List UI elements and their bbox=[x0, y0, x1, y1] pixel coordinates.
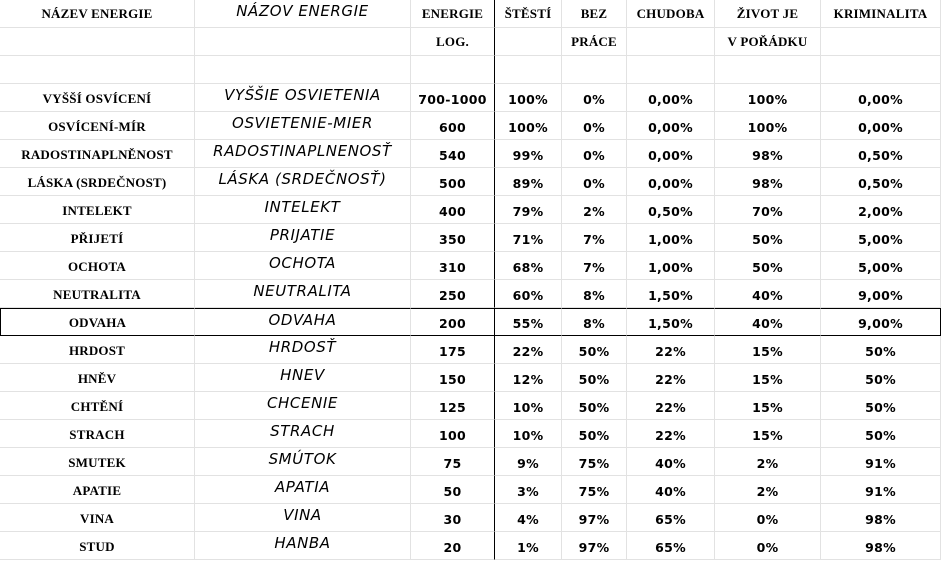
cell-name-sk[interactable]: LÁSKA (SRDEČNOSŤ) bbox=[195, 168, 411, 196]
cell-life-ok[interactable]: 100% bbox=[715, 84, 821, 112]
cell-name-sk[interactable]: PRIJATIE bbox=[195, 224, 411, 252]
header-name-cz[interactable]: NÁZEV ENERGIE bbox=[0, 0, 195, 28]
cell-criminality[interactable]: 91% bbox=[821, 476, 941, 504]
subheader-energy-log[interactable]: LOG. bbox=[411, 28, 495, 56]
cell-poverty[interactable]: 1,00% bbox=[627, 224, 715, 252]
cell-unemployment[interactable]: 50% bbox=[562, 364, 627, 392]
cell-unemployment[interactable]: 75% bbox=[562, 476, 627, 504]
cell-energy-log[interactable]: 20 bbox=[411, 532, 495, 560]
cell-happiness[interactable]: 89% bbox=[495, 168, 562, 196]
cell-criminality[interactable]: 50% bbox=[821, 392, 941, 420]
blank-cell[interactable] bbox=[627, 56, 715, 84]
cell-name-sk[interactable]: HNEV bbox=[195, 364, 411, 392]
cell-poverty[interactable]: 22% bbox=[627, 364, 715, 392]
cell-life-ok[interactable]: 0% bbox=[715, 504, 821, 532]
cell-criminality[interactable]: 98% bbox=[821, 504, 941, 532]
cell-name-cz[interactable]: CHTĚNÍ bbox=[0, 392, 195, 420]
cell-poverty[interactable]: 40% bbox=[627, 448, 715, 476]
cell-energy-log[interactable]: 500 bbox=[411, 168, 495, 196]
cell-criminality[interactable]: 5,00% bbox=[821, 252, 941, 280]
cell-life-ok[interactable]: 70% bbox=[715, 196, 821, 224]
cell-criminality[interactable]: 50% bbox=[821, 364, 941, 392]
cell-energy-log[interactable]: 700-1000 bbox=[411, 84, 495, 112]
cell-life-ok[interactable]: 2% bbox=[715, 476, 821, 504]
header-poverty[interactable]: CHUDOBA bbox=[627, 0, 715, 28]
cell-life-ok[interactable]: 0% bbox=[715, 532, 821, 560]
cell-name-sk[interactable]: RADOSTINAPLNENOSŤ bbox=[195, 140, 411, 168]
cell-life-ok[interactable]: 40% bbox=[715, 280, 821, 308]
cell-name-sk[interactable]: ODVAHA bbox=[195, 308, 411, 336]
cell-unemployment[interactable]: 8% bbox=[562, 308, 627, 336]
subheader-criminality[interactable] bbox=[821, 28, 941, 56]
cell-name-cz[interactable]: APATIE bbox=[0, 476, 195, 504]
cell-criminality[interactable]: 0,00% bbox=[821, 112, 941, 140]
cell-criminality[interactable]: 9,00% bbox=[821, 280, 941, 308]
blank-cell[interactable] bbox=[821, 56, 941, 84]
cell-life-ok[interactable]: 40% bbox=[715, 308, 821, 336]
cell-poverty[interactable]: 22% bbox=[627, 392, 715, 420]
cell-unemployment[interactable]: 0% bbox=[562, 84, 627, 112]
cell-name-sk[interactable]: INTELEKT bbox=[195, 196, 411, 224]
subheader-unemployment[interactable]: PRÁCE bbox=[562, 28, 627, 56]
cell-poverty[interactable]: 1,00% bbox=[627, 252, 715, 280]
cell-unemployment[interactable]: 8% bbox=[562, 280, 627, 308]
header-criminality[interactable]: KRIMINALITA bbox=[821, 0, 941, 28]
cell-happiness[interactable]: 4% bbox=[495, 504, 562, 532]
cell-name-cz[interactable]: VINA bbox=[0, 504, 195, 532]
cell-life-ok[interactable]: 15% bbox=[715, 336, 821, 364]
header-life-ok[interactable]: ŽIVOT JE bbox=[715, 0, 821, 28]
cell-name-cz[interactable]: SMUTEK bbox=[0, 448, 195, 476]
cell-energy-log[interactable]: 600 bbox=[411, 112, 495, 140]
cell-name-cz[interactable]: OSVÍCENÍ-MÍR bbox=[0, 112, 195, 140]
subheader-life-ok[interactable]: V POŘÁDKU bbox=[715, 28, 821, 56]
cell-poverty[interactable]: 22% bbox=[627, 336, 715, 364]
cell-name-sk[interactable]: SMÚTOK bbox=[195, 448, 411, 476]
cell-poverty[interactable]: 0,00% bbox=[627, 168, 715, 196]
cell-name-cz[interactable]: OCHOTA bbox=[0, 252, 195, 280]
header-unemployment[interactable]: BEZ bbox=[562, 0, 627, 28]
cell-name-cz[interactable]: NEUTRALITA bbox=[0, 280, 195, 308]
cell-name-cz[interactable]: STUD bbox=[0, 532, 195, 560]
cell-name-sk[interactable]: CHCENIE bbox=[195, 392, 411, 420]
cell-name-cz[interactable]: HRDOST bbox=[0, 336, 195, 364]
cell-energy-log[interactable]: 400 bbox=[411, 196, 495, 224]
cell-energy-log[interactable]: 175 bbox=[411, 336, 495, 364]
blank-cell[interactable] bbox=[411, 56, 495, 84]
cell-happiness[interactable]: 79% bbox=[495, 196, 562, 224]
cell-name-sk[interactable]: VINA bbox=[195, 504, 411, 532]
cell-energy-log[interactable]: 150 bbox=[411, 364, 495, 392]
cell-poverty[interactable]: 1,50% bbox=[627, 308, 715, 336]
cell-energy-log[interactable]: 250 bbox=[411, 280, 495, 308]
cell-criminality[interactable]: 9,00% bbox=[821, 308, 941, 336]
cell-unemployment[interactable]: 0% bbox=[562, 168, 627, 196]
cell-criminality[interactable]: 5,00% bbox=[821, 224, 941, 252]
cell-energy-log[interactable]: 350 bbox=[411, 224, 495, 252]
cell-life-ok[interactable]: 15% bbox=[715, 392, 821, 420]
cell-life-ok[interactable]: 2% bbox=[715, 448, 821, 476]
cell-life-ok[interactable]: 100% bbox=[715, 112, 821, 140]
cell-poverty[interactable]: 40% bbox=[627, 476, 715, 504]
cell-happiness[interactable]: 55% bbox=[495, 308, 562, 336]
cell-poverty[interactable]: 0,00% bbox=[627, 84, 715, 112]
cell-unemployment[interactable]: 75% bbox=[562, 448, 627, 476]
cell-name-cz[interactable]: VYŠŠÍ OSVÍCENÍ bbox=[0, 84, 195, 112]
cell-happiness[interactable]: 3% bbox=[495, 476, 562, 504]
cell-happiness[interactable]: 99% bbox=[495, 140, 562, 168]
cell-happiness[interactable]: 12% bbox=[495, 364, 562, 392]
cell-name-cz[interactable]: HNĚV bbox=[0, 364, 195, 392]
cell-name-sk[interactable]: VYŠŠIE OSVIETENIA bbox=[195, 84, 411, 112]
cell-energy-log[interactable]: 125 bbox=[411, 392, 495, 420]
blank-cell[interactable] bbox=[0, 56, 195, 84]
header-name-sk[interactable]: NÁZOV ENERGIE bbox=[195, 0, 411, 28]
cell-name-sk[interactable]: APATIA bbox=[195, 476, 411, 504]
cell-unemployment[interactable]: 50% bbox=[562, 336, 627, 364]
subheader-name-sk[interactable] bbox=[195, 28, 411, 56]
cell-life-ok[interactable]: 50% bbox=[715, 224, 821, 252]
cell-unemployment[interactable]: 97% bbox=[562, 504, 627, 532]
cell-name-sk[interactable]: NEUTRALITA bbox=[195, 280, 411, 308]
cell-criminality[interactable]: 50% bbox=[821, 336, 941, 364]
cell-unemployment[interactable]: 0% bbox=[562, 112, 627, 140]
header-happiness[interactable]: ŠTĚSTÍ bbox=[495, 0, 562, 28]
cell-energy-log[interactable]: 30 bbox=[411, 504, 495, 532]
cell-name-cz[interactable]: LÁSKA (SRDEČNOST) bbox=[0, 168, 195, 196]
cell-unemployment[interactable]: 0% bbox=[562, 140, 627, 168]
cell-poverty[interactable]: 22% bbox=[627, 420, 715, 448]
cell-poverty[interactable]: 1,50% bbox=[627, 280, 715, 308]
cell-energy-log[interactable]: 50 bbox=[411, 476, 495, 504]
cell-happiness[interactable]: 60% bbox=[495, 280, 562, 308]
cell-name-sk[interactable]: HANBA bbox=[195, 532, 411, 560]
subheader-poverty[interactable] bbox=[627, 28, 715, 56]
cell-happiness[interactable]: 9% bbox=[495, 448, 562, 476]
cell-life-ok[interactable]: 98% bbox=[715, 168, 821, 196]
cell-unemployment[interactable]: 50% bbox=[562, 420, 627, 448]
blank-cell[interactable] bbox=[195, 56, 411, 84]
cell-poverty[interactable]: 65% bbox=[627, 504, 715, 532]
cell-happiness[interactable]: 1% bbox=[495, 532, 562, 560]
cell-happiness[interactable]: 100% bbox=[495, 112, 562, 140]
cell-life-ok[interactable]: 98% bbox=[715, 140, 821, 168]
cell-name-cz[interactable]: RADOSTINAPLNĚNOST bbox=[0, 140, 195, 168]
cell-unemployment[interactable]: 7% bbox=[562, 224, 627, 252]
subheader-name-cz[interactable] bbox=[0, 28, 195, 56]
cell-name-cz[interactable]: ODVAHA bbox=[0, 308, 195, 336]
cell-criminality[interactable]: 0,50% bbox=[821, 140, 941, 168]
cell-energy-log[interactable]: 310 bbox=[411, 252, 495, 280]
cell-name-sk[interactable]: OSVIETENIE-MIER bbox=[195, 112, 411, 140]
header-energy-log[interactable]: ENERGIE bbox=[411, 0, 495, 28]
cell-happiness[interactable]: 71% bbox=[495, 224, 562, 252]
cell-name-cz[interactable]: INTELEKT bbox=[0, 196, 195, 224]
cell-happiness[interactable]: 10% bbox=[495, 392, 562, 420]
cell-energy-log[interactable]: 100 bbox=[411, 420, 495, 448]
cell-poverty[interactable]: 0,00% bbox=[627, 112, 715, 140]
cell-energy-log[interactable]: 540 bbox=[411, 140, 495, 168]
cell-unemployment[interactable]: 2% bbox=[562, 196, 627, 224]
cell-poverty[interactable]: 65% bbox=[627, 532, 715, 560]
cell-criminality[interactable]: 98% bbox=[821, 532, 941, 560]
blank-cell[interactable] bbox=[715, 56, 821, 84]
subheader-happiness[interactable] bbox=[495, 28, 562, 56]
cell-poverty[interactable]: 0,50% bbox=[627, 196, 715, 224]
cell-name-sk[interactable]: STRACH bbox=[195, 420, 411, 448]
cell-name-cz[interactable]: PŘIJETÍ bbox=[0, 224, 195, 252]
cell-name-cz[interactable]: STRACH bbox=[0, 420, 195, 448]
cell-poverty[interactable]: 0,00% bbox=[627, 140, 715, 168]
cell-happiness[interactable]: 10% bbox=[495, 420, 562, 448]
cell-name-sk[interactable]: OCHOTA bbox=[195, 252, 411, 280]
cell-energy-log[interactable]: 75 bbox=[411, 448, 495, 476]
cell-unemployment[interactable]: 97% bbox=[562, 532, 627, 560]
cell-life-ok[interactable]: 15% bbox=[715, 420, 821, 448]
cell-happiness[interactable]: 100% bbox=[495, 84, 562, 112]
cell-name-sk[interactable]: HRDOSŤ bbox=[195, 336, 411, 364]
blank-cell[interactable] bbox=[562, 56, 627, 84]
cell-unemployment[interactable]: 50% bbox=[562, 392, 627, 420]
cell-energy-log[interactable]: 200 bbox=[411, 308, 495, 336]
blank-cell[interactable] bbox=[495, 56, 562, 84]
cell-life-ok[interactable]: 15% bbox=[715, 364, 821, 392]
cell-criminality[interactable]: 91% bbox=[821, 448, 941, 476]
cell-criminality[interactable]: 50% bbox=[821, 420, 941, 448]
cell-happiness[interactable]: 68% bbox=[495, 252, 562, 280]
cell-criminality[interactable]: 0,00% bbox=[821, 84, 941, 112]
cell-happiness[interactable]: 22% bbox=[495, 336, 562, 364]
cell-criminality[interactable]: 2,00% bbox=[821, 196, 941, 224]
cell-life-ok[interactable]: 50% bbox=[715, 252, 821, 280]
cell-unemployment[interactable]: 7% bbox=[562, 252, 627, 280]
cell-criminality[interactable]: 0,50% bbox=[821, 168, 941, 196]
